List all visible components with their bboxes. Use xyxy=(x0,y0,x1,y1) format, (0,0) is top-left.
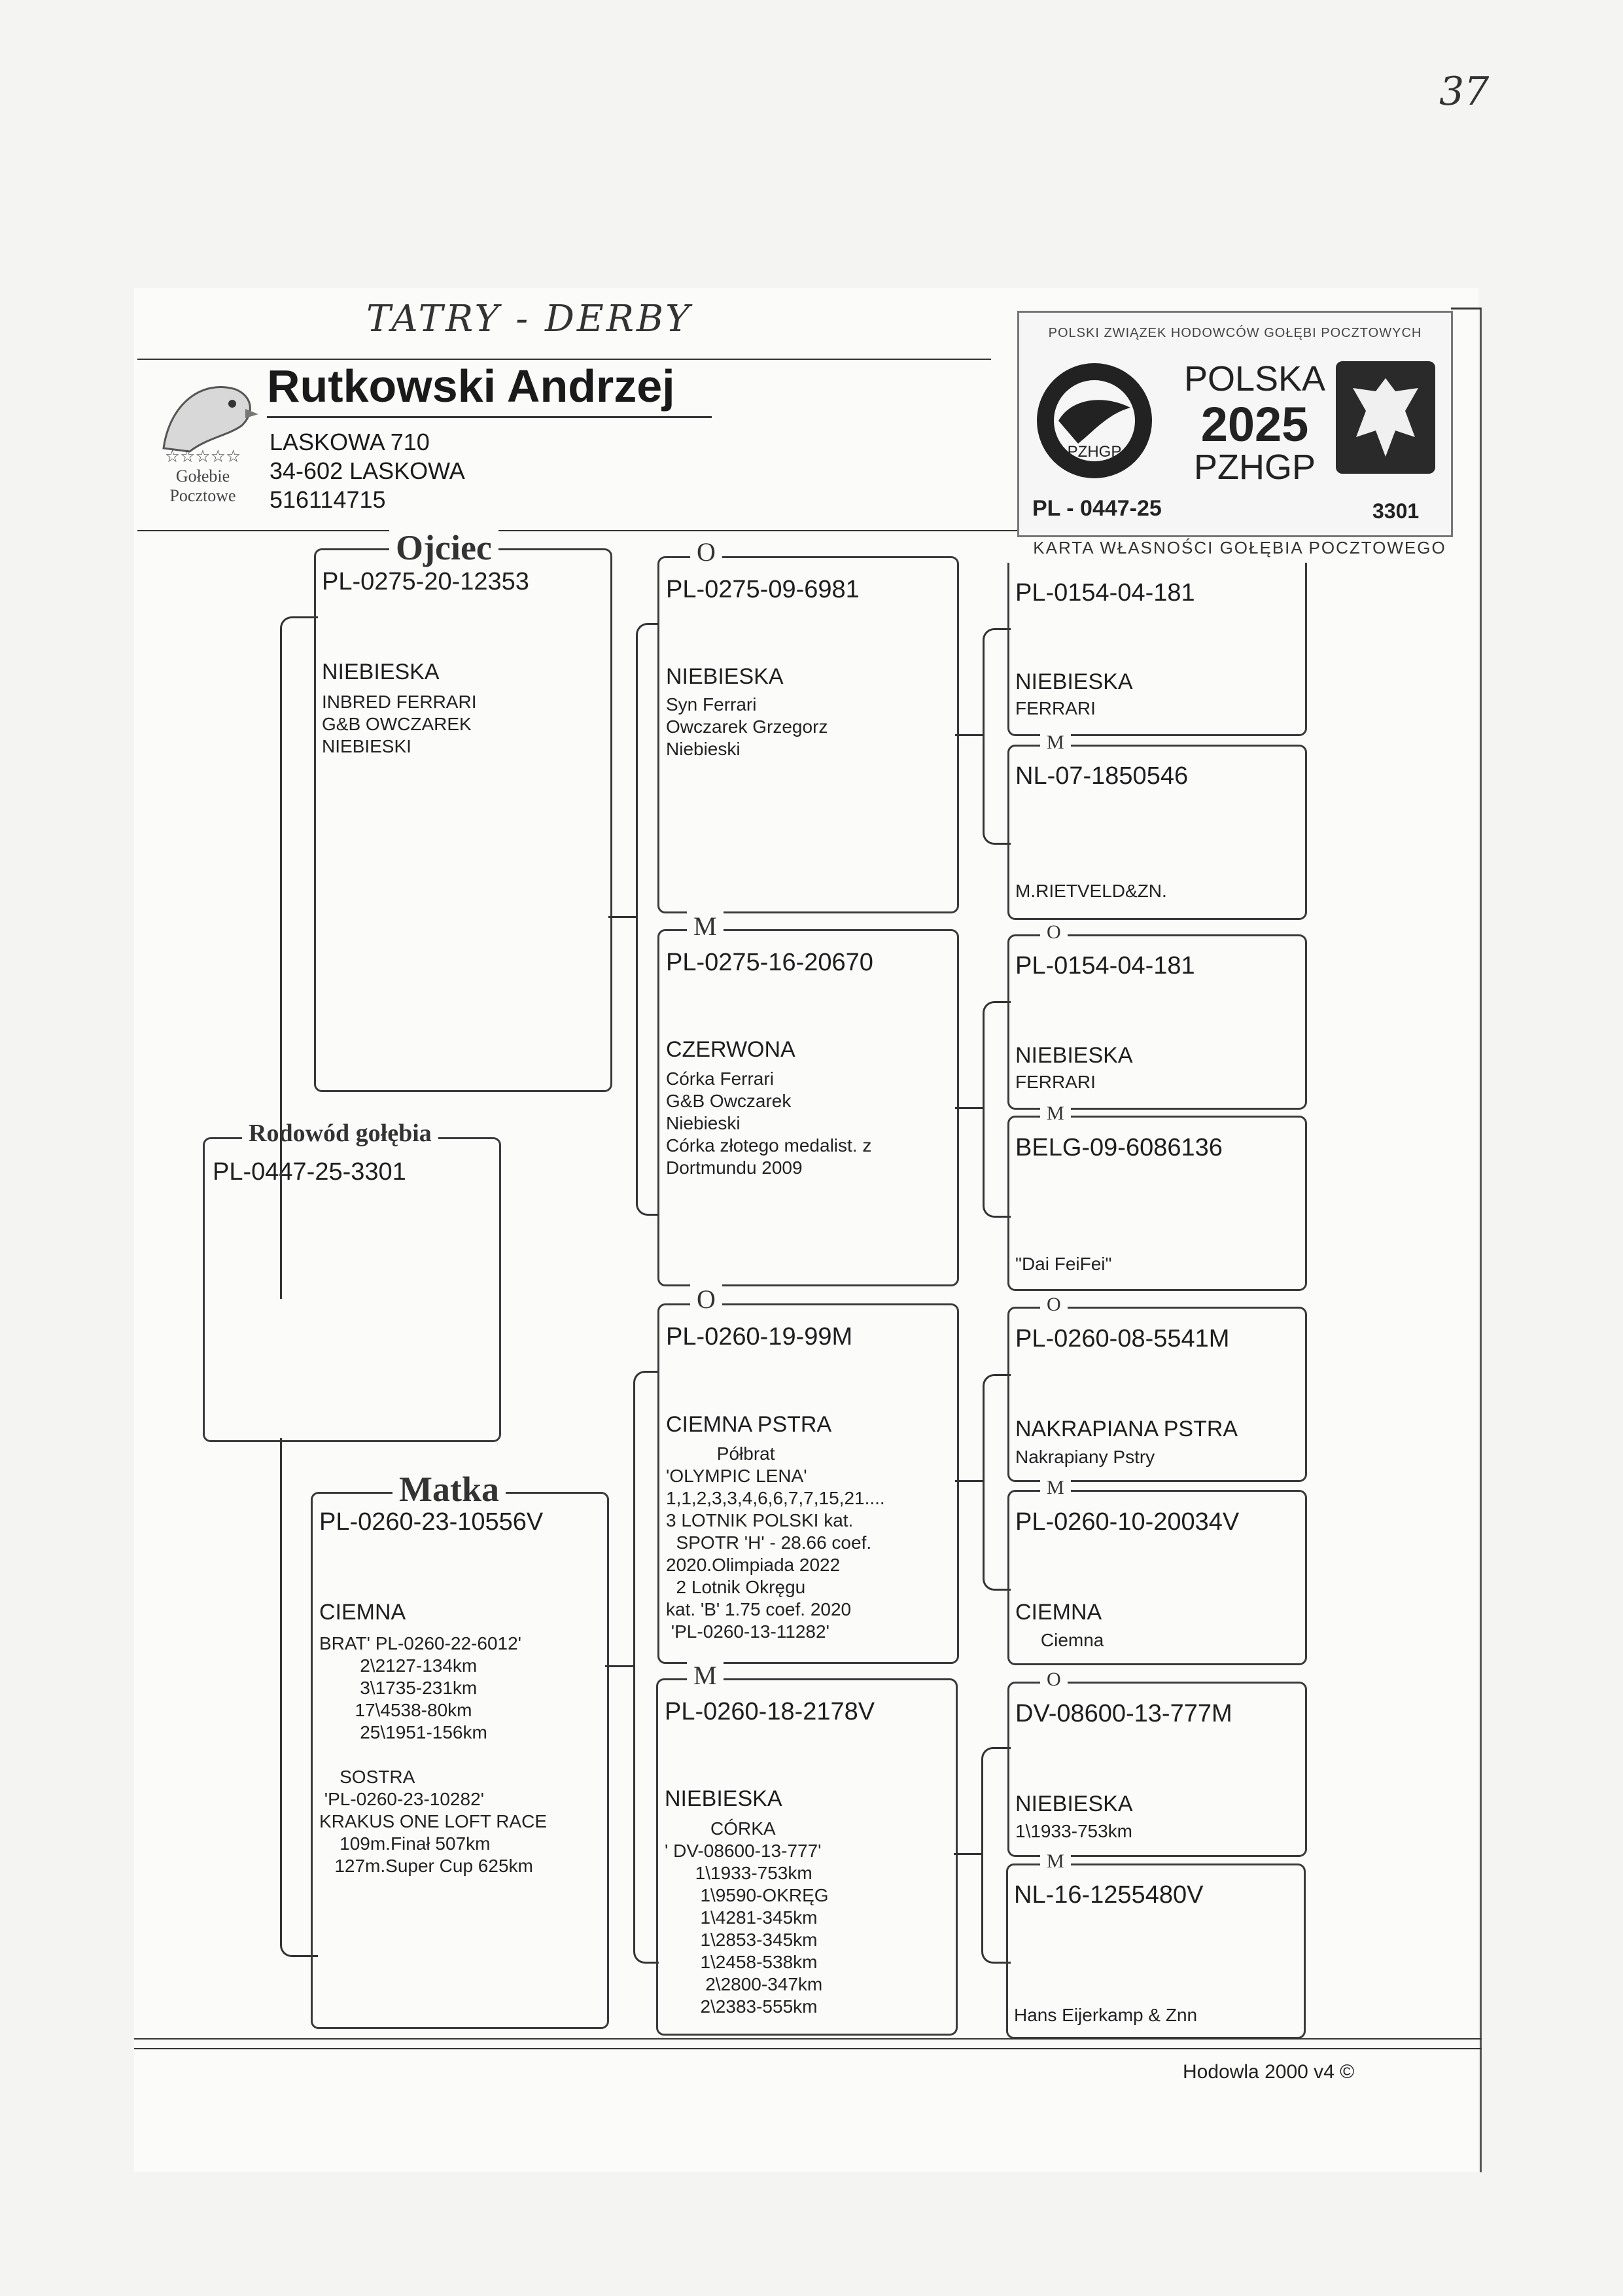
ggp-6-notes: 1\1933-753km xyxy=(1015,1821,1133,1841)
ggp-3-label: M xyxy=(1040,1103,1071,1125)
handwritten-note: TATRY - DERBY xyxy=(366,298,693,340)
card-header: POLSKI ZWIĄZEK HODOWCÓW GOŁĘBI POCZTOWYCH xyxy=(1048,326,1422,340)
ggp-1-notes: M.RIETVELD&ZN. xyxy=(1015,881,1167,901)
connector-ff-stub xyxy=(955,734,984,736)
emblem-text: PZHGP xyxy=(1067,443,1122,461)
mm-notes: CÓRKA ' DV-08600-13-777' 1\1933-753km 1\9590-OKRĘG 1\4281-345km 1\2853-345km 1\2458-538km 2\2800-347km 2\2383-555km xyxy=(665,1818,829,2017)
card-country: POLSKA xyxy=(1183,359,1326,398)
mm-ring: PL-0260-18-2178V xyxy=(665,1698,875,1725)
pzhgp-emblem-icon xyxy=(1032,359,1157,483)
mother-color: CIEMNA xyxy=(319,1600,406,1625)
pigeon-label: Rodowód gołębia xyxy=(242,1119,438,1148)
frame-right-line xyxy=(1480,308,1482,2172)
page-number: 37 xyxy=(1439,69,1490,115)
software-credit: Hodowla 2000 v4 © xyxy=(1183,2061,1355,2083)
ggp-7-label: M xyxy=(1040,1850,1071,1873)
ggp-4-label: O xyxy=(1040,1294,1068,1316)
ggp-5-notes: Ciemna xyxy=(1015,1630,1104,1650)
ggp-0-ring: PL-0154-04-181 xyxy=(1015,579,1195,607)
breeder-address-line2: 34-602 LASKOWA xyxy=(270,457,465,484)
fm-ring: PL-0275-16-20670 xyxy=(666,949,873,976)
ggp-6-color: NIEBIESKA xyxy=(1015,1792,1133,1816)
mm-label: M xyxy=(687,1660,724,1691)
ggp-3-notes: "Dai FeiFei" xyxy=(1015,1254,1112,1274)
pigeon-ring: PL-0447-25-3301 xyxy=(213,1158,406,1186)
connector-mother-stub xyxy=(605,1665,634,1667)
ggp-7-ring: NL-16-1255480V xyxy=(1014,1881,1204,1909)
ggp-2-label: O xyxy=(1040,921,1068,944)
father-ring: PL-0275-20-12353 xyxy=(322,568,529,595)
connector-ff-parents xyxy=(983,628,1011,845)
breeder-logo xyxy=(144,363,262,514)
connector-mf-parents xyxy=(983,1374,1011,1591)
connector-mf-stub xyxy=(955,1480,984,1482)
logo-word-2: Pocztowe xyxy=(169,486,236,505)
card-ring-prefix: PL - 0447-25 xyxy=(1032,496,1162,521)
breeder-name: Rutkowski Andrzej xyxy=(267,361,675,412)
mf-notes: Półbrat 'OLYMPIC LENA' 1,1,2,3,3,4,6,6,7,7,15,21.... 3 LOTNIK POLSKI kat. SPOTR 'H' - 28.66 coef. 2020.Olimpiada 2022 2 Lotnik Okręgu kat. 'B' 1.75 coef. 2020 'PL-0260-13-11282' xyxy=(666,1443,885,1642)
ff-ring: PL-0275-09-6981 xyxy=(666,576,860,603)
fm-label: M xyxy=(687,911,724,942)
ggp-0-notes: FERRARI xyxy=(1015,698,1096,718)
card-org: PZHGP xyxy=(1193,448,1316,487)
breeder-address-line1: LASKOWA 710 xyxy=(270,429,430,455)
fm-color: CZERWONA xyxy=(666,1037,795,1062)
connector-mm-stub xyxy=(954,1853,983,1855)
mother-label: Matka xyxy=(393,1469,506,1510)
ggp-0-color: NIEBIESKA xyxy=(1015,669,1133,694)
frame-top-tick xyxy=(1451,308,1481,309)
ggp-4-ring: PL-0260-08-5541M xyxy=(1015,1325,1230,1352)
breeder-phone: 516114715 xyxy=(270,486,386,513)
father-notes: INBRED FERRARI G&B OWCZAREK NIEBIESKI xyxy=(322,692,477,756)
card-year: 2025 xyxy=(1200,397,1309,451)
ggp-2-ring: PL-0154-04-181 xyxy=(1015,952,1195,980)
connector-fm-stub xyxy=(955,1107,984,1109)
connector-father-stub xyxy=(608,916,637,918)
ggp-6-ring: DV-08600-13-777M xyxy=(1015,1700,1232,1727)
fm-notes: Córka Ferrari G&B Owczarek Niebieski Córka złotego medalist. z Dortmundu 2009 xyxy=(666,1069,872,1178)
header-bottom-rule xyxy=(137,530,1027,531)
ownership-card xyxy=(1017,311,1453,537)
footer-rule-2 xyxy=(134,2048,1482,2049)
ggp-3-ring: BELG-09-6086136 xyxy=(1015,1134,1223,1161)
mf-ring: PL-0260-19-99M xyxy=(666,1323,853,1351)
father-color: NIEBIESKA xyxy=(322,660,440,684)
connector-father-parents xyxy=(636,623,659,1216)
ggp-5-ring: PL-0260-10-20034V xyxy=(1015,1508,1240,1536)
ggp-6-label: O xyxy=(1040,1669,1068,1691)
ggp-2-color: NIEBIESKA xyxy=(1015,1043,1133,1068)
mf-color: CIEMNA PSTRA xyxy=(666,1412,832,1437)
ggp-7-notes: Hans Eijerkamp & Znn xyxy=(1014,2005,1198,2025)
connector-fm-parents xyxy=(983,1001,1011,1218)
card-footer: KARTA WŁASNOŚCI GOŁĘBIA POCZTOWEGO xyxy=(1033,538,1446,557)
ff-label: O xyxy=(690,537,722,567)
mother-notes: BRAT' PL-0260-22-6012' 2\2127-134km 3\1735-231km 17\4538-80km 25\1951-156km SOSTRA 'PL-0260-23-10282' KRAKUS ONE LOFT RACE 109m.Finał 507km 127m.Super Cup 625km xyxy=(319,1633,548,1876)
ggp-1-ring: NL-07-1850546 xyxy=(1015,762,1189,790)
ggp-4-notes: Nakrapiany Pstry xyxy=(1015,1447,1155,1467)
ggp-5-color: CIEMNA xyxy=(1015,1600,1102,1625)
connector-father xyxy=(280,616,318,1299)
logo-word-1: Gołebie xyxy=(175,467,230,486)
mf-label: O xyxy=(690,1284,722,1315)
connector-mother-parents xyxy=(633,1371,659,1964)
father-label: Ojciec xyxy=(389,527,498,568)
ff-notes: Syn Ferrari Owczarek Grzegorz Niebieski xyxy=(666,694,828,759)
polish-eagle-icon xyxy=(1333,359,1438,476)
mm-color: NIEBIESKA xyxy=(665,1786,782,1811)
ggp-1-label: M xyxy=(1040,732,1071,754)
logo-stars: ☆☆☆☆☆ xyxy=(164,447,241,466)
ggp-4-color: NAKRAPIANA PSTRA xyxy=(1015,1417,1238,1441)
mother-ring: PL-0260-23-10556V xyxy=(319,1508,544,1536)
breeder-name-underline xyxy=(267,416,712,418)
ggp-2-notes: FERRARI xyxy=(1015,1072,1096,1092)
father-box xyxy=(314,548,612,1092)
ff-color: NIEBIESKA xyxy=(666,664,784,689)
footer-rule-1 xyxy=(134,2038,1482,2040)
card-ring-suffix: 3301 xyxy=(1372,499,1420,523)
ggp-5-label: M xyxy=(1040,1477,1071,1499)
